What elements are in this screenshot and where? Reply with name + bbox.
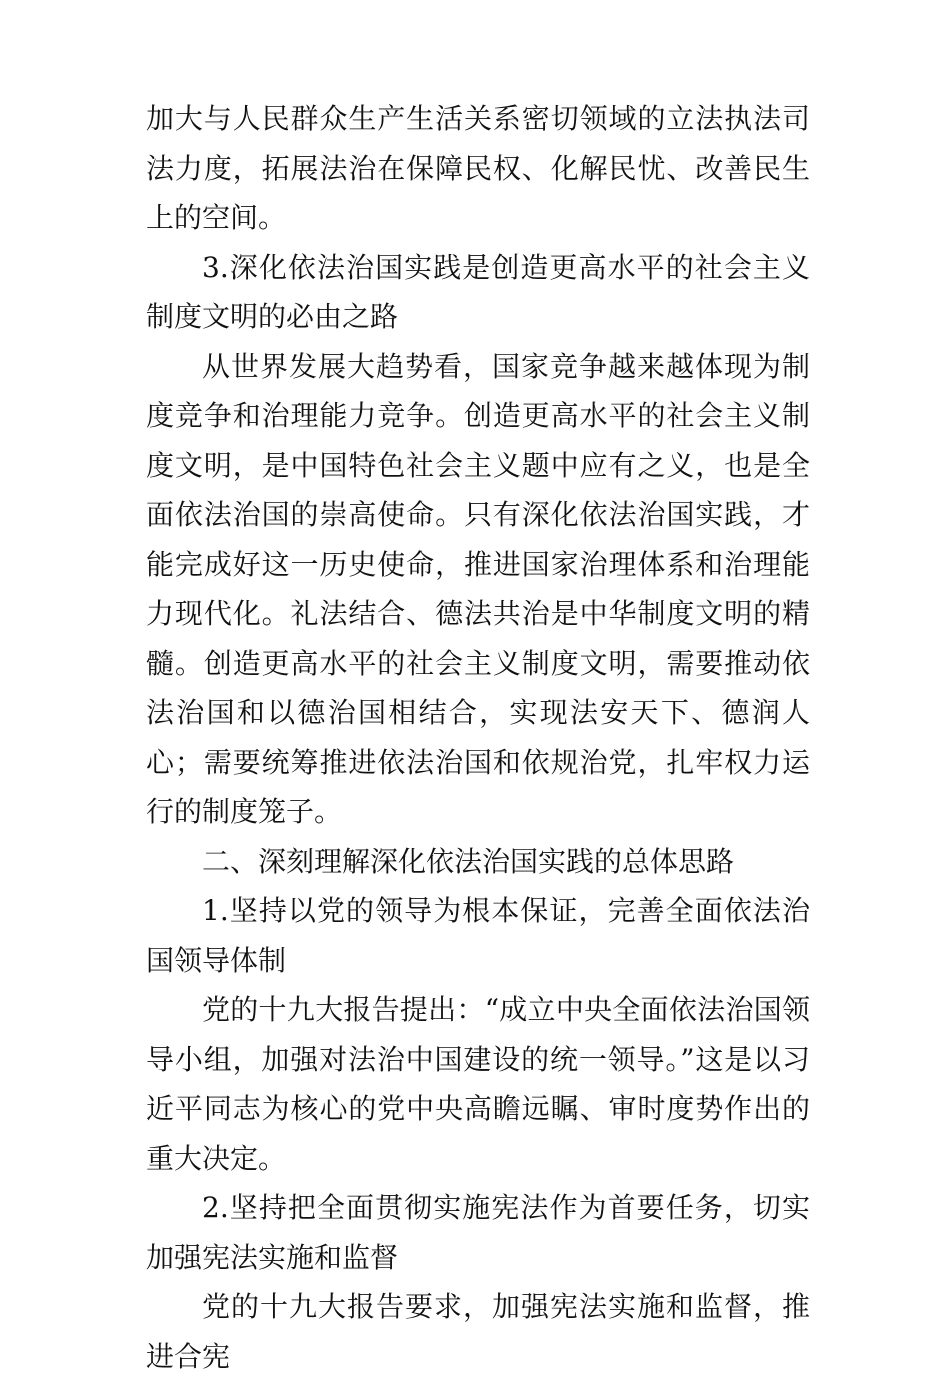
subheading-2: 2.坚持把全面贯彻实施宪法作为首要任务，切实加强宪法实施和监督 <box>146 1191 810 1274</box>
paragraph-continuation: 加大与人民群众生产生活关系密切领域的立法执法司法力度，拓展法治在保障民权、化解民忧、改善民生上的空间。 <box>146 102 810 234</box>
paragraph-institutional-civilization: 从世界发展大趋势看，国家竞争越来越体现为制度竞争和治理能力竞争。创造更高水平的社会主义制度文明，是中国特色社会主义题中应有之义，也是全面依法治国的崇高使命。只有深化依法治国实践，才能完成好这一历史使命，推进国家治理体系和治理能力现代化。礼法结合、德法共治是中华制度文明的精髓。创造更高水平的社会主义制度文明，需要推动依法治国和以德治国相结合，实现法安天下、德润人心；需要统筹推进依法治国和依规治党，扎牢权力运行的制度笼子。 <box>146 349 810 828</box>
paragraph-leadership-group: 党的十九大报告提出：“成立中央全面依法治国领导小组，加强对法治中国建设的统一领导。”这是以习近平同志为核心的党中央高瞻远瞩、审时度势作出的重大决定。 <box>146 993 810 1175</box>
subheading-1: 1.坚持以党的领导为根本保证，完善全面依法治国领导体制 <box>146 894 810 977</box>
paragraph-constitution: 党的十九大报告要求，加强宪法实施和监督，推进合宪 <box>146 1290 810 1373</box>
section-heading-2: 二、深刻理解深化依法治国实践的总体思路 <box>202 844 735 878</box>
subheading-3: 3.深化依法治国实践是创造更高水平的社会主义制度文明的必由之路 <box>146 250 810 333</box>
document-body <box>146 94 810 1381</box>
